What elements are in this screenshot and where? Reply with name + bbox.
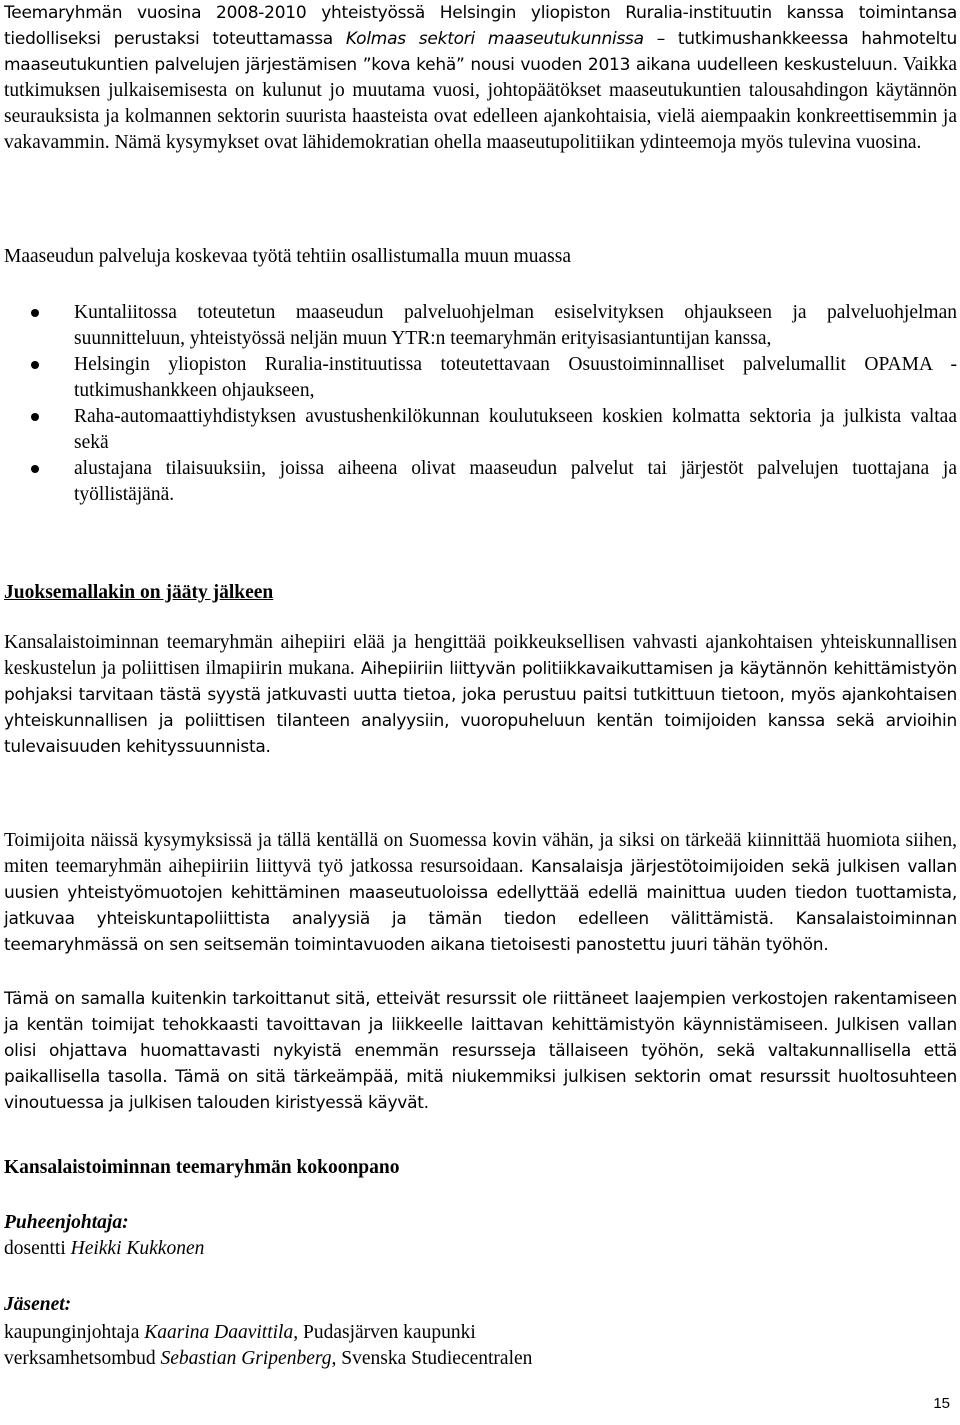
section1-paragraph-2 [4,828,957,958]
list-item-text: Kuntaliitossa toteutetun maaseudun palveluohjelman esiselvityksen ohjaukseen ja palveluohjelman suunnitteluun, yhteistyössä neljän muun YTR:n teemaryhmän erityisasiantuntijan kanssa, [74,302,957,349]
member-name: Kaarina Daavittila [144,1322,294,1343]
bullet-icon [31,465,39,473]
section1-p2-rest: Kansalaisja järjestötoimijoiden sekä julkisen vallan uusien yhteistyömuotojen kehittäminen maaseutuoloissa edellyttää edellä mainittua uuden tiedon tuottamista, jatkuvaa yhteiskuntapoliittista analyysiä ja tämän tiedon edelleen välittämistä. Kansalaistoiminnan teemaryhmässä on sen seitsemän toimintavuoden aikana tietoisesti panostettu juuri tähän työhön. [4,857,957,955]
member-org: , Svenska Studiecentralen [331,1348,533,1369]
section1-p1-rest: Aihepiiriin liittyvän politiikkavaikuttamisen ja käytännön kehittämistyön pohjaksi tarvitaan tästä syystä jatkuvasti uutta tietoa, joka perustuu paitsi tutkittuun tietoon, myös ajankohtaisen yhteiskunnallisen ja poliittisen tilanteen analyysiin, vuoropuheluun kentän toimijoiden kanssa sekä arvioihin tulevaisuuden kehityssuunnista. [4,659,957,757]
intro-text-a: Teemaryhmän vuosina 2008-2010 yhteistyössä Helsingin yliopiston Ruralia-instituutin kanssa toimintansa tiedolliseksi perustaksi toteuttamassa [4,3,957,49]
members-label-text: Jäsenet: [4,1294,72,1315]
intro-text-b: – tutkimushankkeessa hahmoteltu maaseutukuntien palvelujen järjestämisen ”kova kehä” nousi vuoden 2013 aikana uudelleen keskusteluun. [4,29,957,75]
list-item [4,456,957,508]
intro-paragraph [4,0,957,156]
member-entry [4,1320,957,1346]
bullet-icon [31,361,39,369]
member-org: , Pudasjärven kaupunki [293,1322,476,1343]
chair-label [4,1210,957,1236]
section-heading-juoksemallakin: Juoksemallakin on jääty jälkeen [4,582,274,603]
chair-title: dosentti [4,1238,71,1259]
section1-p1-serif: Kansalaistoiminnan teemaryhmän aihepiiri elää ja hengittää poikkeuksellisen vahvasti ajankohtaisen yhteiskunnallisen keskustelun ja poliittisen ilmapiirin mukana. [4,632,957,679]
member-entry [4,1346,957,1372]
section1-p3-serif: Tämä on samalla kuitenkin tarkoittanut sitä, etteivät resurssit ole riittäneet laajempien verkostojen rakentamiseen ja kentän toimijat tehokkaasti tavoittavan ja liikkeelle laittavan kehittämistyön käynnistämiseen. [4,989,957,1035]
chair-label-text: Puheenjohtaja: [4,1212,129,1233]
members-label [4,1292,957,1318]
list-item [4,404,957,456]
list-item [4,352,957,404]
bullet-icon [31,309,39,317]
bullet-icon [31,413,39,421]
intro-project-title: Kolmas sektori maaseutukunnissa [345,29,644,49]
section1-p3-rest: Julkisen vallan olisi ohjattava huomattavasti nykyistä enemmän resursseja tällaiseen työhön, sekä valtakunnallisella että paikallisella tasolla. Tämä on sitä tärkeämpää, mitä niukemmiksi julkisen sektorin omat resurssit huoltosuhteen vinoutuessa ja julkisen talouden kiristyessä käyvät. [4,1015,958,1113]
chair-entry [4,1236,957,1262]
services-intro: Maaseudun palveluja koskevaa työtä tehtiin osallistumalla muun muassa [4,246,571,267]
intro-text-rest: Vaikka tutkimuksen julkaisemisesta on kulunut jo muutama vuosi, johtopäätökset maaseutukuntien talousahdingon käytännön seurauksista ja kolmannen sektorin suurista haasteista ovat edelleen ajankohtaisia, vielä aiempaakin konkreettisemmin ja vakavammin. Nämä kysymykset ovat lähidemokratian ohella maaseutupolitiikan ydinteemoja myös tulevina vuosina. [4,54,958,153]
list-item-text: alustajana tilaisuuksiin, joissa aiheena olivat maaseudun palvelut tai järjestöt palvelujen tuottajana ja työllistäjänä. [74,458,957,505]
list-item-text: Helsingin yliopiston Ruralia-instituutissa toteutettavaan Osuustoiminnalliset palvelumallit OPAMA -tutkimushankkeen ohjaukseen, [74,354,957,401]
page-number: 15 [933,1395,950,1412]
section1-paragraph-3 [4,986,957,1116]
section1-p2-serif: Toimijoita näissä kysymyksissä ja tällä kentällä on Suomessa kovin vähän, ja siksi on tärkeää kiinnittää huomiota siihen, miten teemaryhmän aihepiiriin liittyvä työ jatkossa resursoidaan. [4,830,957,877]
member-title: kaupunginjohtaja [4,1322,145,1343]
list-item [4,300,957,352]
section1-paragraph-1 [4,630,957,760]
member-title: verksamhetsombud [4,1348,161,1369]
member-name: Sebastian Gripenberg [160,1348,332,1369]
section-heading-kokoonpano: Kansalaistoiminnan teemaryhmän kokoonpano [4,1157,400,1178]
chair-name: Heikki Kukkonen [70,1238,205,1259]
services-list [4,300,957,508]
list-item-text: Raha-automaattiyhdistyksen avustushenkilökunnan koulutukseen koskien kolmatta sektoria ja julkista valtaa sekä [74,406,957,453]
